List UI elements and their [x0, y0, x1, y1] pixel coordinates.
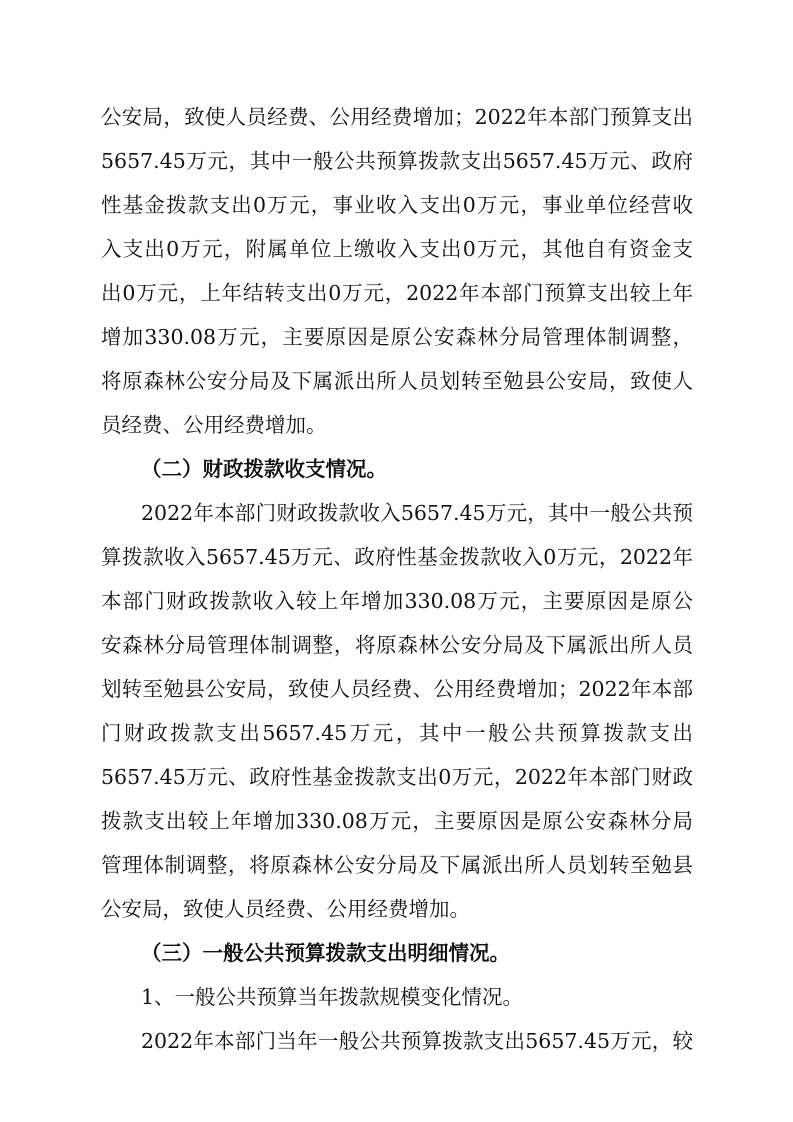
paragraph-line: 公安局，致使人员经费、公用经费增加；2022年本部门预算支出	[101, 105, 693, 129]
paragraph-line: 2022年本部门财政拨款收入5657.45万元，其中一般公共预	[141, 501, 693, 525]
paragraph-line: 增加330.08万元，主要原因是原公安森林分局管理体制调整，	[101, 325, 693, 349]
paragraph-line: 5657.45万元，其中一般公共预算拨款支出5657.45万元、政府	[101, 149, 693, 173]
paragraph-line: 员经费、公用经费增加。	[101, 413, 327, 437]
paragraph-line: 划转至勉县公安局，致使人员经费、公用经费增加；2022年本部	[101, 677, 693, 701]
paragraph-line: 入支出0万元，附属单位上缴收入支出0万元，其他自有资金支	[101, 237, 693, 261]
paragraph-line: 5657.45万元、政府性基金拨款支出0万元，2022年本部门财政	[101, 765, 693, 789]
subsection-heading: 1、一般公共预算当年拨款规模变化情况。	[141, 985, 524, 1009]
paragraph-line: 性基金拨款支出0万元，事业收入支出0万元，事业单位经营收	[101, 193, 693, 217]
paragraph-line: 算拨款收入5657.45万元、政府性基金拨款收入0万元，2022年	[101, 545, 693, 569]
section-heading: （三）一般公共预算拨款支出明细情况。	[141, 941, 510, 965]
section-heading: （二）财政拨款收支情况。	[141, 457, 387, 481]
paragraph-line: 公安局，致使人员经费、公用经费增加。	[101, 897, 470, 921]
paragraph-line: 本部门财政拨款收入较上年增加330.08万元，主要原因是原公	[101, 589, 693, 613]
paragraph-line: 将原森林公安分局及下属派出所人员划转至勉县公安局，致使人	[101, 369, 693, 393]
paragraph-line: 门财政拨款支出5657.45万元，其中一般公共预算拨款支出	[101, 721, 693, 745]
paragraph-line: 拨款支出较上年增加330.08万元，主要原因是原公安森林分局	[101, 809, 693, 833]
paragraph-line: 2022年本部门当年一般公共预算拨款支出5657.45万元，较	[141, 1029, 693, 1053]
paragraph-line: 安森林分局管理体制调整，将原森林公安分局及下属派出所人员	[101, 633, 693, 657]
paragraph-line: 管理体制调整，将原森林公安分局及下属派出所人员划转至勉县	[101, 853, 693, 877]
paragraph-line: 出0万元，上年结转支出0万元，2022年本部门预算支出较上年	[101, 281, 693, 305]
